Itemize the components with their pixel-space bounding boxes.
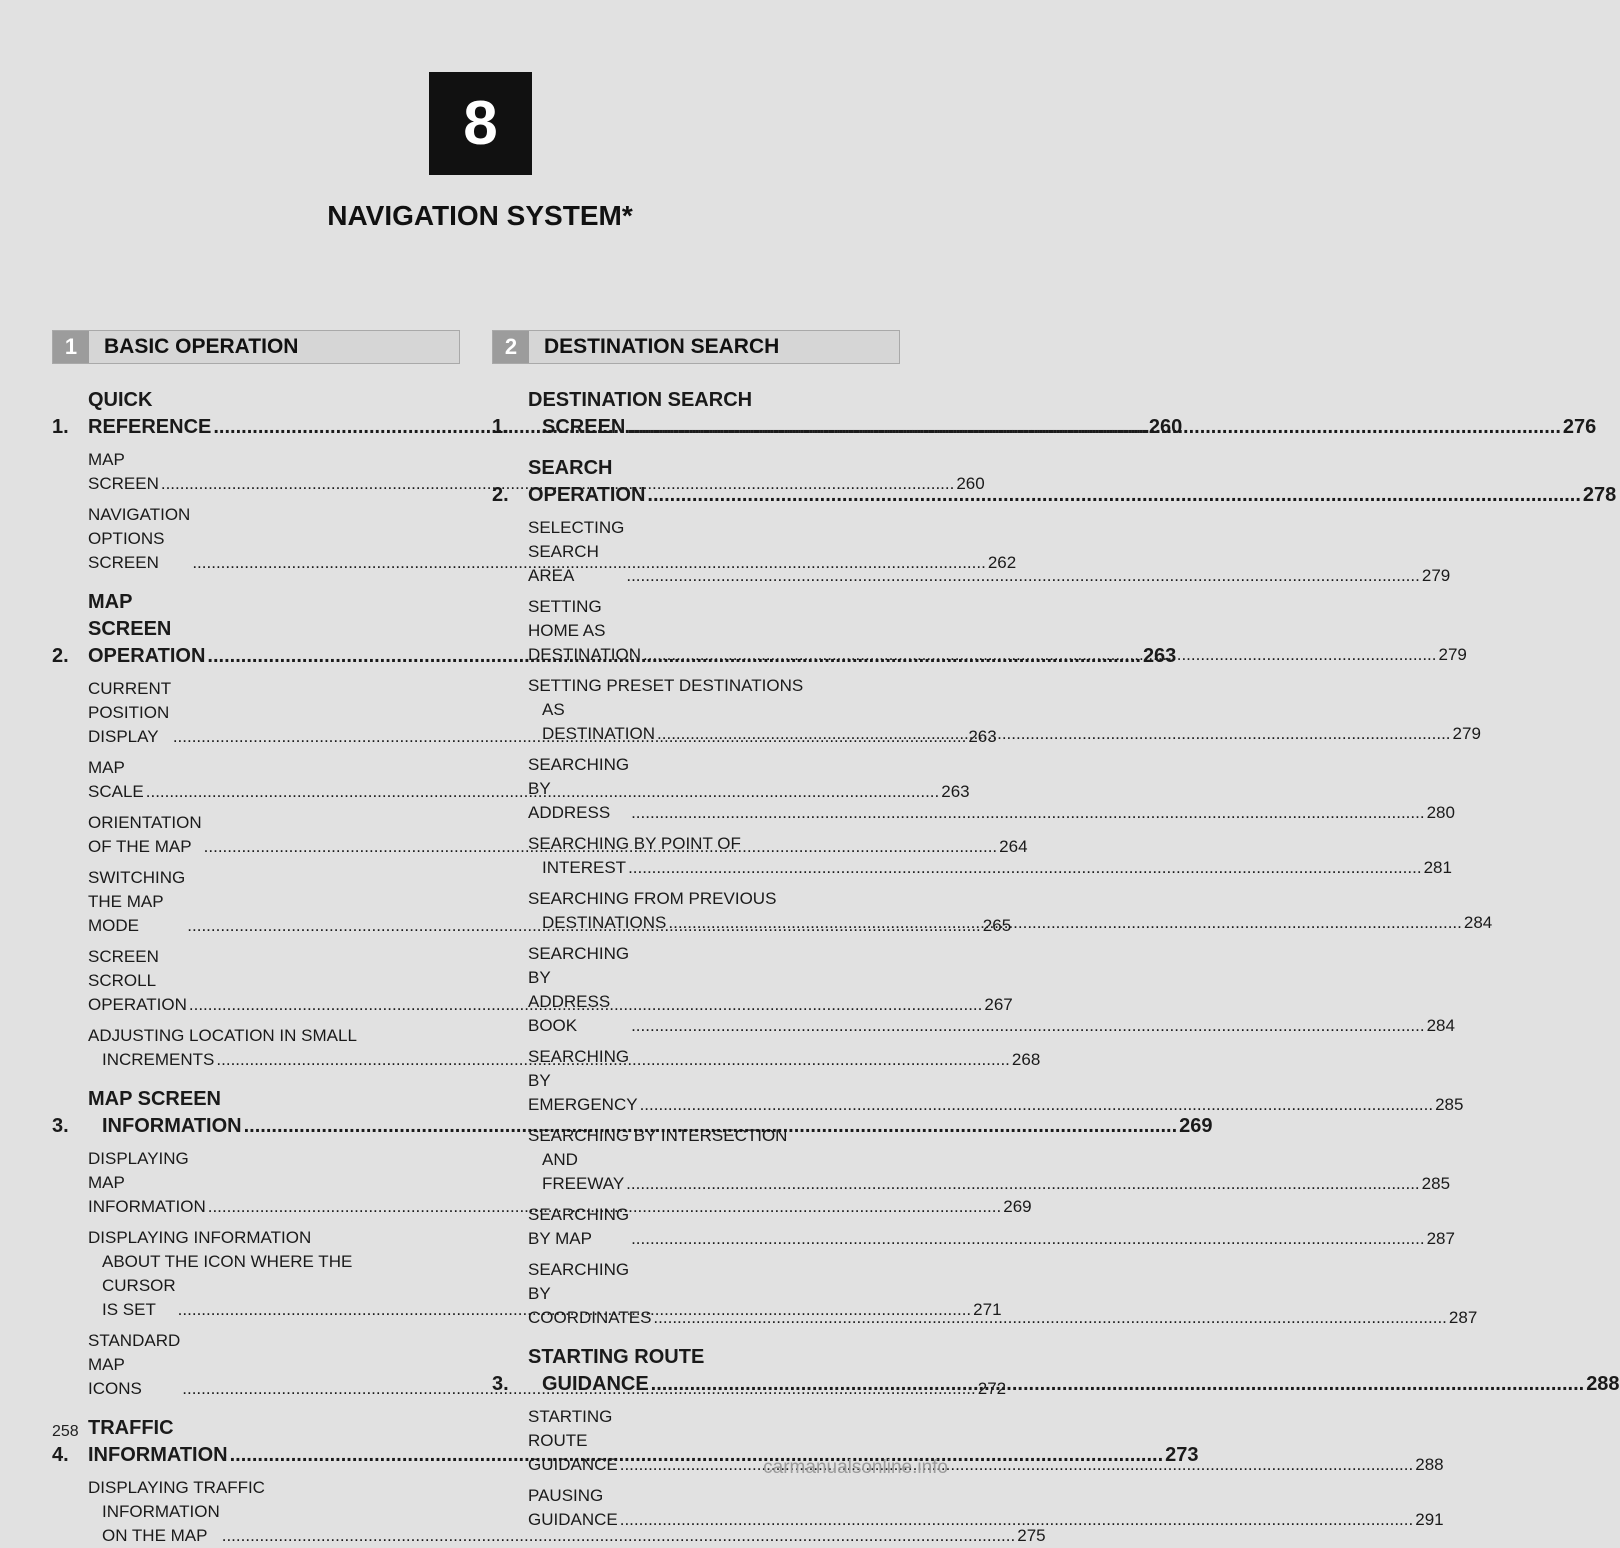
topic-title: DESTINATION SEARCH [528,389,753,411]
subitem-title: DISPLAYING INFORMATION [88,1228,312,1247]
topic-number: 3. [492,1373,509,1395]
dot-leader [643,643,1437,667]
subitem-title: SELECTING SEARCH AREA [528,518,625,585]
toc-subitem[interactable] [492,1484,1444,1532]
subitem-title: STARTING ROUTE GUIDANCE [528,1407,618,1474]
watermark: carmanualsonline.info [763,1457,948,1478]
topic-line [528,1371,1620,1398]
chapter-number-box [429,72,532,175]
chapter-number: 8 [463,89,498,158]
topic-number: 2. [492,484,509,506]
subitem-title: INTEREST [542,858,627,877]
subitem-page: 284 [1426,1016,1455,1035]
dot-leader [657,722,1451,746]
dot-leader [631,1014,1425,1038]
subitem-title: DISPLAYING TRAFFIC [88,1478,265,1497]
dot-leader [631,1227,1425,1251]
topic-title: MAP SCREEN [88,1088,221,1110]
subitem-line [528,856,1452,880]
topic-page: 260 [1148,416,1183,438]
subitem-title: SEARCHING BY COORDINATES [528,1260,652,1327]
topic-line [528,1344,1620,1371]
subitem-title: SETTING HOME AS DESTINATION [528,597,642,664]
subitem-title: INCREMENTS [102,1050,215,1069]
dot-leader [640,1093,1434,1117]
section-header [52,330,460,364]
subitem-line [528,1124,900,1148]
subitem-title: DESTINATIONS [542,913,667,932]
subitem-title: ABOUT THE ICON WHERE THE [102,1252,353,1271]
subitem-page: 281 [1423,858,1452,877]
topic-line [528,414,1596,441]
topic-page: 269 [1179,1115,1213,1137]
subitem-title: NAVIGATION OPTIONS SCREEN [88,505,191,572]
page-number: 258 [52,1423,79,1440]
subitem-line [528,887,900,911]
subitem-page: 265 [982,916,1012,935]
subitem-title: SEARCHING BY POINT OF [528,834,741,853]
topic-title: STARTING ROUTE [528,1346,705,1368]
subitem-page: 271 [973,1300,1002,1319]
dot-leader [626,564,1420,588]
section-number: 2 [493,331,529,363]
topic-body [528,455,1616,509]
section-title: BASIC OPERATION [104,335,299,358]
subitem-title: PAUSING GUIDANCE [528,1486,618,1529]
topic-body [528,387,1596,441]
subitem-line [528,674,900,698]
topic-title: TRAFFIC INFORMATION [88,1417,228,1466]
subitem-page: 285 [1421,1174,1451,1193]
subitem-title: SEARCHING BY EMERGENCY [528,1047,638,1114]
subitem-title: SCREEN SCROLL OPERATION [88,947,187,1014]
subitem-title: MAP SCALE [88,758,144,801]
topic-title: SEARCH OPERATION [528,457,646,506]
subitem-title: SEARCHING FROM PREVIOUS [528,889,777,908]
topic-number: 3. [52,1115,69,1137]
subitem-page: 280 [1426,803,1455,822]
subitem-page: 263 [968,727,997,746]
subitem-page: 285 [1435,1095,1464,1114]
topic-page: 276 [1562,416,1597,438]
subitem-title: SWITCHING THE MAP MODE [88,868,186,935]
topic-number: 2. [52,645,69,667]
topic-page: 263 [1142,645,1177,667]
subitem-page: 264 [999,837,1028,856]
topic-title: GUIDANCE [542,1373,649,1395]
subitem-title: DISPLAYING MAP INFORMATION [88,1149,206,1216]
subitem-title: ORIENTATION OF THE MAP [88,813,202,856]
topic-page: 273 [1165,1444,1199,1466]
dot-leader [628,856,1422,880]
dot-leader [668,911,1462,935]
dot-leader [651,1371,1585,1398]
dot-leader [620,1453,1414,1477]
subitem-page: 287 [1426,1229,1455,1248]
topic-number: 1. [52,416,69,438]
topic-title: SCREEN [542,416,626,438]
topic-page: 278 [1582,484,1617,506]
subitem-line [88,1226,460,1250]
subitem-title: CURSOR IS SET [102,1276,176,1319]
subitem-title: STANDARD MAP ICONS [88,1331,181,1398]
topic-line [528,387,1596,414]
subitem-page: 275 [1017,1526,1046,1545]
section-header [492,330,900,364]
subitem-page: 272 [977,1379,1007,1398]
subitem-title: AND FREEWAY [542,1150,625,1193]
subitem-title: SEARCHING BY INTERSECTION [528,1126,788,1145]
subitem-title: SEARCHING BY ADDRESS BOOK [528,944,630,1035]
subitem-title: AS DESTINATION [542,700,656,743]
toc-subitem[interactable] [52,1024,1041,1072]
subitem-page: 291 [1415,1510,1444,1529]
subitem-title: INFORMATION ON THE MAP [102,1502,220,1545]
topic-number: 4. [52,1444,69,1466]
subitem-line [88,1048,1041,1072]
subitem-page: 284 [1463,913,1493,932]
subitem-title: SETTING PRESET DESTINATIONS [528,676,804,695]
subitem-page: 263 [941,782,970,801]
topic-page: 288 [1586,1373,1620,1395]
section-title: DESTINATION SEARCH [544,335,780,358]
chapter-title: NAVIGATION SYSTEM* [327,200,633,231]
dot-leader [620,1508,1414,1532]
subitem-page: 279 [1421,566,1451,585]
subitem-line [88,1476,460,1500]
topic-title: QUICK REFERENCE [88,389,212,438]
subitem-line [528,1484,1444,1532]
dot-leader [647,482,1581,509]
dot-leader [653,1306,1447,1330]
topic-title: INFORMATION [102,1115,242,1137]
dot-leader [626,1172,1420,1196]
dot-leader [627,414,1561,441]
subitem-title: SEARCHING BY ADDRESS [528,755,630,822]
subitem-line [88,1024,460,1048]
subitem-page: 287 [1448,1308,1478,1327]
topic-number: 1. [492,416,509,438]
subitem-page: 268 [1011,1050,1041,1069]
subitem-page: 288 [1415,1455,1444,1474]
section-number: 1 [53,331,89,363]
subitem-line [528,832,900,856]
topic-title: MAP SCREEN OPERATION [88,591,206,667]
subitem-page: 279 [1452,724,1481,743]
subitem-title: CURRENT POSITION DISPLAY [88,679,171,746]
topic-line [528,455,1616,509]
subitem-page: 269 [1003,1197,1032,1216]
subitem-page: 260 [956,474,985,493]
dot-leader [631,801,1425,825]
subitem-title: SEARCHING BY MAP [528,1205,630,1248]
subitem-page: 262 [987,553,1017,572]
subitem-page: 279 [1438,645,1467,664]
subitem-line [528,1148,1451,1196]
subitem-title: MAP SCREEN [88,450,159,493]
topic-body [528,1344,1620,1398]
subitem-title: ADJUSTING LOCATION IN SMALL [88,1026,357,1045]
subitem-page: 267 [984,995,1013,1014]
subitem-line [88,1250,460,1274]
